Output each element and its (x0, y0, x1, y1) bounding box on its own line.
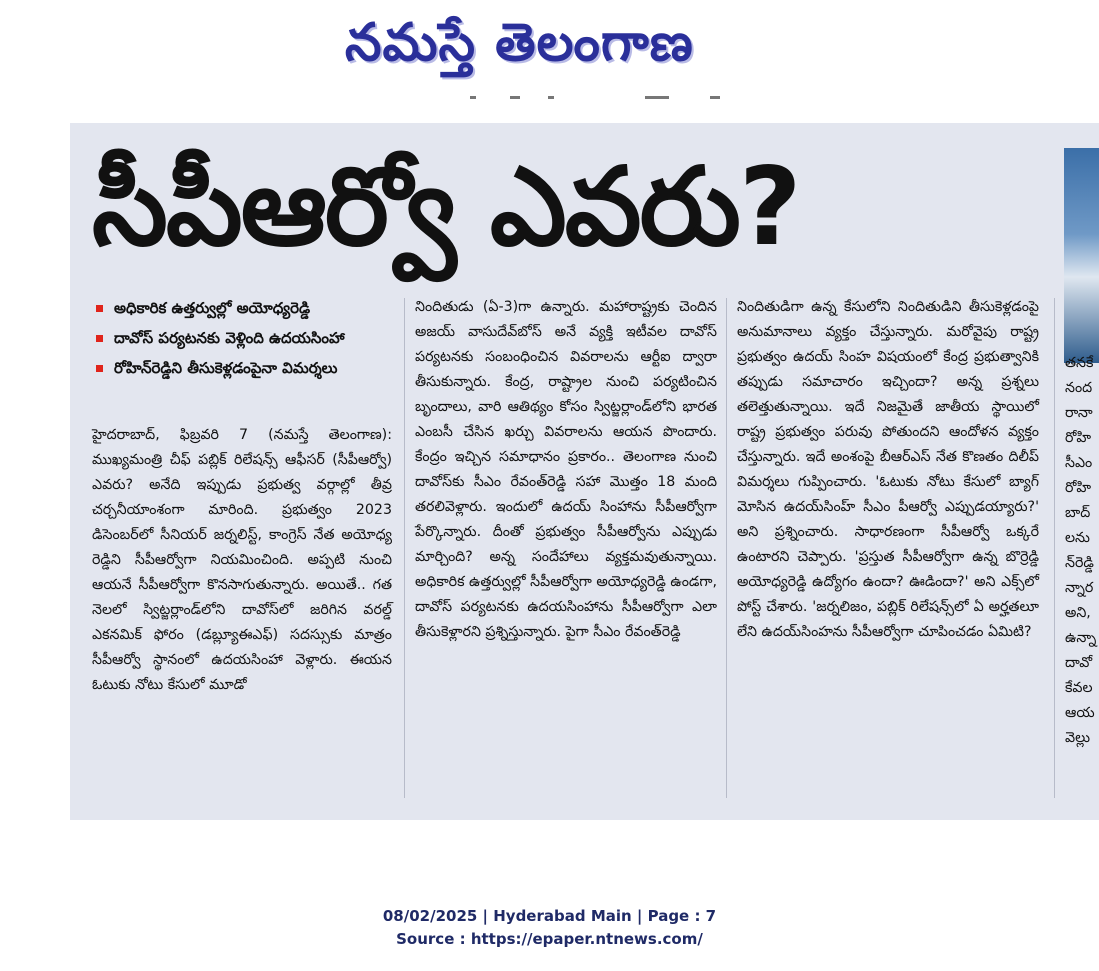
column-text: హైదరాబాద్, ఫిబ్రవరి 7 (నమస్తే తెలంగాణ): ముఖ్యమంత్రి చీఫ్ పబ్లిక్ రిలేషన్స్ ఆఫీసర్ (సీపీఆర్వో) ఎవరు? అనేది ఇప్పుడు ప్రభుత్వ వర్గాల్లో తీవ్ర చర్చనీయాంశంగా మారింది. ప్రభుత్వం 2023 డిసెంబర్‌లో సీనియర్ జర్నలిస్ట్, కాంగ్రెస్ నేత అయోధ్య రెడ్డిని సీపీఆర్వోగా నియమించింది. అప్పటి నుంచి ఆయనే సీపీఆర్వోగా కొనసాగుతున్నారు. అయితే.. గత నెలలో స్విట్జర్లాండ్‌లోని దావోస్‌లో జరిగిన వరల్డ్ ఎకనమిక్ ఫోరం (డబ్ల్యూఈఎఫ్) సదస్సుకు మాత్రం సీపీఆర్వో స్థానంలో ఉదయసింహా వెళ్లారు. ఈయన ఓటుకు నోటు కేసులో మూడో (92, 427, 392, 693)
page-footer (0, 905, 1099, 951)
article-column-3 (737, 295, 1039, 645)
column-text: నిందితుడిగా ఉన్న కేసులోని నిందితుడిని తీసుకెళ్లడంపై అనుమానాలు వ్యక్తం చేస్తున్నారు. మరోవైపు రాష్ట్ర ప్రభుత్వం ఉదయ్ సింహ విషయంలో కేంద్ర ప్రభుత్వానికి తప్పుడు సమాచారం ఇచ్చిందా? అన్న ప్రశ్నలు తలెత్తుతున్నాయి. ఇదే నిజమైతే జాతీయ స్థాయిలో రాష్ట్ర ప్రభుత్వం పరువు పోతుందని ఆందోళన వ్యక్తం చేస్తున్నారు. ఇదే అంశంపై బీఆర్‌ఎస్ నేత కొణతం దిలీప్ విమర్శలు గుప్పించారు. 'ఓటుకు నోటు కేసులో బ్యాగ్ మోసిన ఉదయ్‌సింహ్ సీఎం పీఆర్వో ఎప్పుడయ్యారు?' అని ప్రశ్నించారు. సాధారణంగా సీపీఆర్వో ఒక్కరే ఉంటారని చెప్పారు. 'ప్రస్తుత సీపీఆర్వోగా ఉన్న బొర్రెడ్డి అయోధ్యరెడ్డి ఉద్యోగం ఉందా? ఊడిందా?' అని ఎక్స్‌లో పోస్ట్ చేశారు. 'జర్నలిజం, పబ్లిక్ రిలేషన్స్‌లో ఏ అర్హతలూ లేని ఉదయ్‌సింహను సీపీఆర్వోగా చూపించడం ఏమిటి? (737, 299, 1039, 640)
masthead-divider (470, 96, 730, 100)
article-column-2 (415, 295, 717, 645)
bullet-text: రోహిన్‌రెడ్డిని తీసుకెళ్లడంపైనా విమర్శలు (114, 359, 338, 377)
masthead (0, 0, 1099, 120)
column-text: నిందితుడు (ఏ-3)గా ఉన్నారు. మహారాష్ట్రకు చెందిన అజయ్ వాసుదేవ్‌బోస్ అనే వ్యక్తి ఇటీవల దావోస్ పర్యటనకు సంబంధించిన వివరాలను ఆర్టీఐ ద్వారా తీసుకున్నారు. కేంద్ర, రాష్ట్రాల నుంచి పర్యటించిన బృందాలు, వారి ఆతిథ్యం కోసం స్విట్జర్లాండ్‌లోని భారత ఎంబసీ చేసిన ఖర్చు వివరాలను ఆయన పొందారు. కేంద్రం ఇచ్చిన సమాధానం ప్రకారం.. తెలంగాణ నుంచి దావోస్‌కు సీఎం రేవంత్‌రెడ్డి సహా మొత్తం 18 మంది తరలివెళ్లారు. ఇందులో ఉదయ్ సింహాను సీపీఆర్వోగా పేర్కొన్నారు. దీంతో ప్రభుత్వం సీపీఆర్వోను ఎప్పుడు మార్చింది? అన్న సందేహాలు వ్యక్తమవుతున్నాయి. అధికారిక ఉత్తర్వుల్లో సీపీఆర్వోగా అయోధ్యరెడ్డి ఉండగా, దావోస్ పర్యటనకు ఉదయసింహాను సీపీఆర్వోగా ఎలా తీసుకెళ్లారని ప్రశ్నిస్తున్నారు. పైగా సీఎం రేవంత్‌రెడ్డి (415, 299, 717, 640)
bullet-item (92, 353, 422, 383)
bullet-text: అధికారిక ఉత్తర్వుల్లో అయోధ్యరెడ్డి (114, 299, 311, 317)
adjacent-article-photo (1064, 148, 1099, 363)
column-text: తనకే నంద రానా రోహి సీఎం రోహి బాద్ లను న్‌రెడ్డి న్నార అని, ఉన్నా దావో కేవల ఆయ వెల్లు (1065, 355, 1097, 746)
source-link[interactable]: Source : https://epaper.ntnews.com/ (396, 930, 703, 948)
bullet-item (92, 293, 422, 323)
column-divider (404, 298, 405, 798)
column-divider (1054, 298, 1055, 798)
column-divider (726, 298, 727, 798)
article-headline: సీపీఆర్వో ఎవరు? (92, 145, 800, 270)
edition-info: 08/02/2025 | Hyderabad Main | Page : 7 (382, 907, 717, 925)
bullet-square-icon (96, 365, 103, 372)
bullet-square-icon (96, 305, 103, 312)
bullet-item (92, 323, 422, 353)
bullet-square-icon (96, 335, 103, 342)
bullet-text: దావోస్ పర్యటనకు వెళ్లింది ఉదయసింహా (114, 329, 345, 347)
article-clipping (70, 123, 1099, 820)
highlight-bullets (92, 293, 422, 383)
article-column-1 (92, 423, 392, 698)
adjacent-article-column (1065, 351, 1099, 751)
newspaper-logo: నమస్తే తెలంగాణ (345, 13, 694, 73)
